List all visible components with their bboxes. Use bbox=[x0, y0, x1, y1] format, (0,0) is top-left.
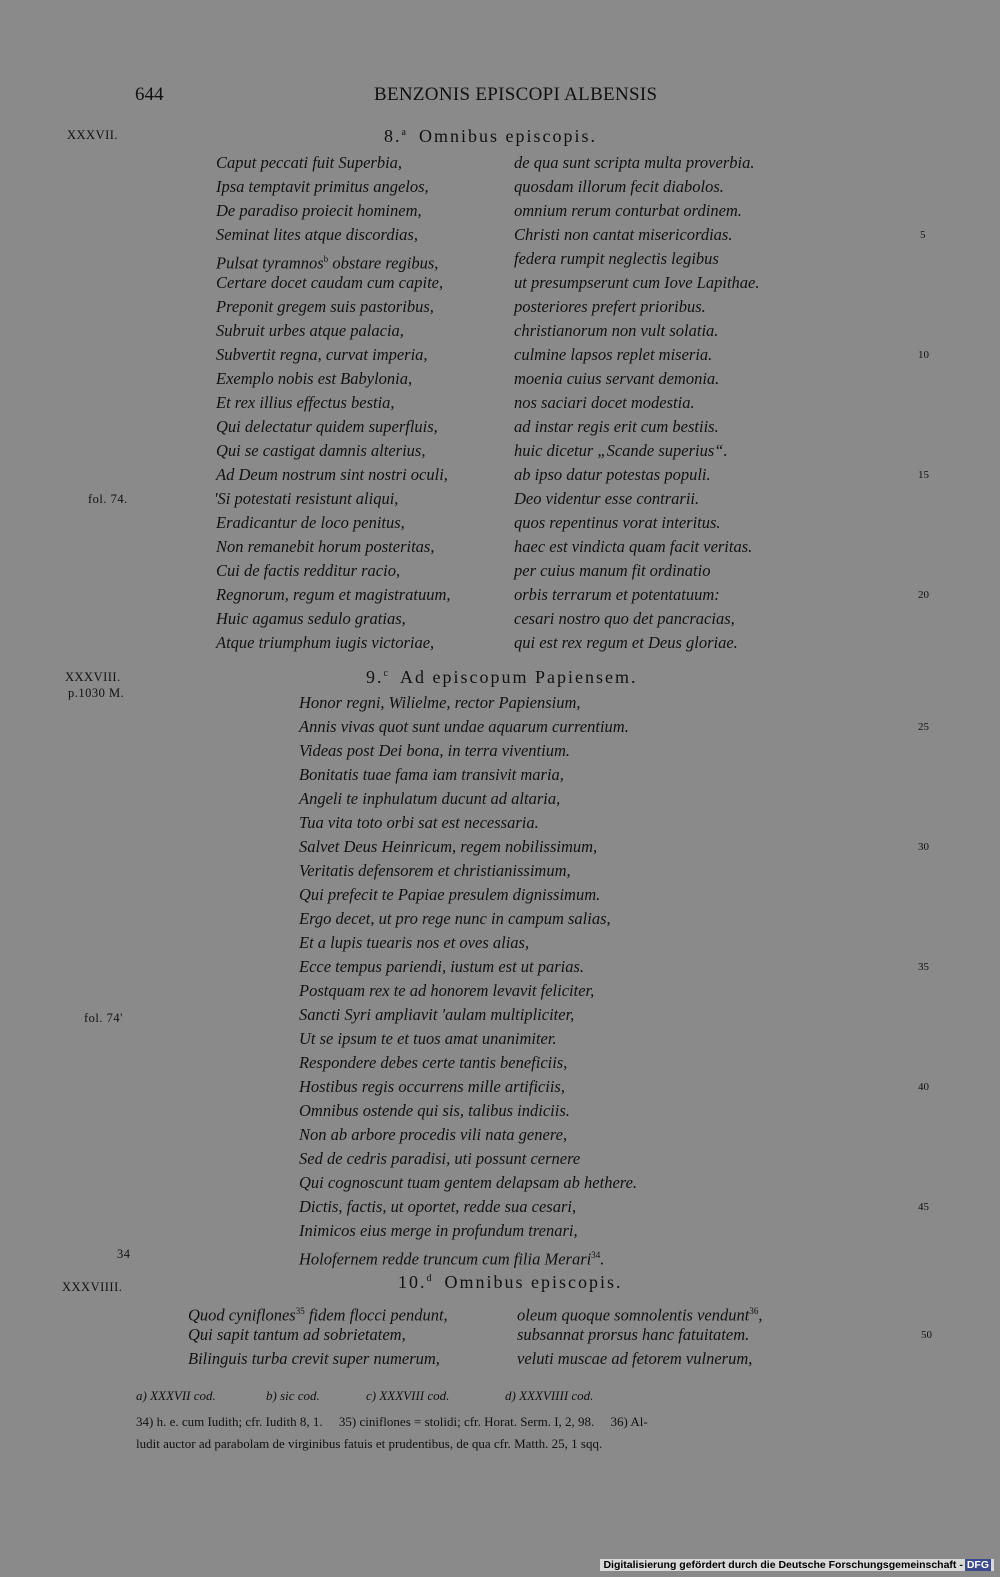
verse-line: Qui prefecit te Papiae presulem dignissimum. bbox=[299, 885, 601, 904]
line-number: 50 bbox=[921, 1329, 932, 1341]
section-heading: 9.$^c$ Ad episcopum Papiensem. bbox=[366, 667, 638, 687]
section-heading: 10.$^d$ Omnibus episcopis. bbox=[398, 1272, 623, 1292]
verse-line: Veritatis defensorem et christianissimum, bbox=[299, 861, 571, 880]
verse-right: quos repentinus vorat interitus. bbox=[514, 513, 721, 532]
verse-left: Et rex illius effectus bestia, bbox=[216, 393, 395, 412]
apparatus-note: a) XXXVII cod. bbox=[136, 1388, 216, 1403]
verse-left: Qui se castigat damnis alterius, bbox=[216, 441, 426, 460]
line-number: 35 bbox=[918, 961, 929, 973]
footnote-line: 34) h. e. cum Iudith; cfr. Iudith 8, 1. 35) ciniflones = stolidi; cfr. Horat. Serm. I, 2, 98. 36) Al- bbox=[136, 1414, 648, 1429]
apparatus-note: b) sic cod. bbox=[266, 1388, 320, 1403]
line-number: 5 bbox=[920, 229, 926, 241]
section-roman: XXXVII. bbox=[67, 128, 119, 142]
section-roman: XXXVIIII. bbox=[62, 1280, 123, 1294]
line-number: 45 bbox=[918, 1201, 929, 1213]
line-number: 25 bbox=[918, 721, 929, 733]
verse-left: Subruit urbes atque palacia, bbox=[216, 321, 404, 340]
verse-right: haec est vindicta quam facit veritas. bbox=[514, 537, 753, 556]
verse-line: Qui cognoscunt tuam gentem delapsam ab hethere. bbox=[299, 1173, 638, 1192]
verse-right: ut presumpserunt cum Iove Lapithae. bbox=[514, 273, 760, 292]
verse-line: Respondere debes certe tantis beneficiis, bbox=[299, 1053, 568, 1072]
folio-note: fol. 74. bbox=[88, 492, 128, 506]
line-number: 10 bbox=[918, 349, 929, 361]
verse-left: Caput peccati fuit Superbia, bbox=[216, 153, 403, 172]
verse-right: qui est rex regum et Deus gloriae. bbox=[514, 633, 738, 652]
verse-line: Et a lupis tuearis nos et oves alias, bbox=[299, 933, 530, 952]
footnote-marker: 34 bbox=[117, 1247, 131, 1261]
verse-line: Sancti Syri ampliavit 'aulam multipliciter, bbox=[299, 1005, 575, 1024]
verse-right: moenia cuius servant demonia. bbox=[514, 369, 720, 388]
verse-left: Subvertit regna, curvat imperia, bbox=[216, 345, 428, 364]
verse-line: Holofernem redde truncum cum filia Merari$^{34}$. bbox=[299, 1249, 605, 1269]
verse-right: ad instar regis erit cum bestiis. bbox=[514, 417, 719, 436]
footnote-line: ludit auctor ad parabolam de virginibus fatuis et prudentibus, de qua cfr. Matth. 25, 1 sqq. bbox=[136, 1436, 603, 1451]
verse-line: Videas post Dei bona, in terra viventium. bbox=[299, 741, 570, 760]
verse-left: Huic agamus sedulo gratias, bbox=[216, 609, 406, 628]
line-number: 30 bbox=[918, 841, 929, 853]
section-heading: 8.$^a$ Omnibus episcopis. bbox=[384, 126, 597, 146]
line-number: 15 bbox=[918, 469, 929, 481]
digitization-notice: Digitalisierung gefördert durch die Deutsche Forschungsgemeinschaft - DFG bbox=[600, 1559, 994, 1571]
verse-right: Christi non cantat misericordias. bbox=[514, 225, 733, 244]
verse-right: huic dicetur „Scande superius“. bbox=[514, 441, 728, 460]
verse-right: oleum quoque somnolentis vendunt$^{36}$, bbox=[517, 1305, 763, 1325]
verse-left: Bilinguis turba crevit super numerum, bbox=[188, 1349, 440, 1368]
verse-right: quosdam illorum fecit diabolos. bbox=[514, 177, 724, 196]
verse-left: Qui sapit tantum ad sobrietatem, bbox=[188, 1325, 406, 1344]
verse-right: Deo videntur esse contrarii. bbox=[514, 489, 700, 508]
verse-line: Tua vita toto orbi sat est necessaria. bbox=[299, 813, 539, 832]
apparatus-note: c) XXXVIII cod. bbox=[366, 1388, 450, 1403]
verse-right: christianorum non vult solatia. bbox=[514, 321, 719, 340]
verse-right: veluti muscae ad fetorem vulnerum, bbox=[517, 1349, 753, 1368]
verse-right: per cuius manum fit ordinatio bbox=[514, 561, 711, 580]
verse-left: Pulsat tyramnos$^b$ obstare regibus, bbox=[216, 253, 439, 273]
verse-right: culmine lapsos replet miseria. bbox=[514, 345, 713, 364]
verse-left: Atque triumphum iugis victoriae, bbox=[216, 633, 435, 652]
verse-line: Inimicos eius merge in profundum trenari, bbox=[299, 1221, 578, 1240]
verse-left: Exemplo nobis est Babylonia, bbox=[216, 369, 413, 388]
line-number: 40 bbox=[918, 1081, 929, 1093]
dfg-logo: DFG bbox=[966, 1559, 989, 1571]
verse-right: posteriores prefert prioribus. bbox=[514, 297, 706, 316]
verse-left: De paradiso proiecit hominem, bbox=[216, 201, 422, 220]
verse-right: subsannat prorsus hanc fatuitatem. bbox=[517, 1325, 750, 1344]
verse-line: Angeli te inphulatum ducunt ad altaria, bbox=[299, 789, 561, 808]
verse-right: federa rumpit neglectis legibus bbox=[514, 249, 719, 268]
page-number: 644 bbox=[135, 84, 164, 105]
verse-left: Non remanebit horum posteritas, bbox=[216, 537, 435, 556]
verse-right: cesari nostro quo det pancracias, bbox=[514, 609, 735, 628]
verse-left: Ipsa temptavit primitus angelos, bbox=[216, 177, 429, 196]
verse-line: Annis vivas quot sunt undae aquarum currentium. bbox=[299, 717, 629, 736]
verse-left: Preponit gregem suis pastoribus, bbox=[216, 297, 434, 316]
verse-line: Postquam rex te ad honorem levavit feliciter, bbox=[299, 981, 595, 1000]
folio-note: fol. 74' bbox=[84, 1011, 123, 1025]
line-number: 20 bbox=[918, 589, 929, 601]
verse-line: Hostibus regis occurrens mille artificiis, bbox=[299, 1077, 565, 1096]
verse-left: 'Si potestati resistunt aliqui, bbox=[214, 489, 399, 508]
verse-right: ab ipso datur potestas populi. bbox=[514, 465, 711, 484]
verse-left: Seminat lites atque discordias, bbox=[216, 225, 418, 244]
verse-left: Cui de factis redditur racio, bbox=[216, 561, 401, 580]
verse-left: Qui delectatur quidem superfluis, bbox=[216, 417, 438, 436]
verse-left: Certare docet caudam cum capite, bbox=[216, 273, 444, 292]
running-title: BENZONIS EPISCOPI ALBENSIS bbox=[374, 84, 658, 105]
verse-line: Sed de cedris paradisi, uti possunt cernere bbox=[299, 1149, 581, 1168]
verse-left: Regnorum, regum et magistratuum, bbox=[216, 585, 451, 604]
verse-line: Omnibus ostende qui sis, talibus indiciis. bbox=[299, 1101, 570, 1120]
section-roman: XXXVIII. bbox=[65, 670, 121, 684]
verse-right: orbis terrarum et potentatuum: bbox=[514, 585, 720, 604]
apparatus-note: d) XXXVIIII cod. bbox=[505, 1388, 594, 1403]
verse-left: Quod cyniflones$^{35}$ fidem flocci pendunt, bbox=[188, 1305, 448, 1325]
verse-line: Honor regni, Wilielme, rector Papiensium, bbox=[299, 693, 581, 712]
verse-right: de qua sunt scripta multa proverbia. bbox=[514, 153, 755, 172]
verse-line: Dictis, factis, ut oportet, redde sua cesari, bbox=[299, 1197, 577, 1216]
verse-line: Bonitatis tuae fama iam transivit maria, bbox=[299, 765, 564, 784]
verse-right: omnium rerum conturbat ordinem. bbox=[514, 201, 742, 220]
verse-left: Eradicantur de loco penitus, bbox=[216, 513, 405, 532]
verse-line: Non ab arbore procedis vili nata genere, bbox=[299, 1125, 568, 1144]
verse-right: nos saciari docet modestia. bbox=[514, 393, 695, 412]
verse-line: Ergo decet, ut pro rege nunc in campum salias, bbox=[299, 909, 611, 928]
verse-left: Ad Deum nostrum sint nostri oculi, bbox=[216, 465, 448, 484]
page-reference: p.1030 M. bbox=[68, 686, 125, 700]
verse-line: Salvet Deus Heinricum, regem nobilissimum, bbox=[299, 837, 598, 856]
verse-line: Ut se ipsum te et tuos amat unanimiter. bbox=[299, 1029, 557, 1048]
verse-line: Ecce tempus pariendi, iustum est ut parias. bbox=[299, 957, 585, 976]
